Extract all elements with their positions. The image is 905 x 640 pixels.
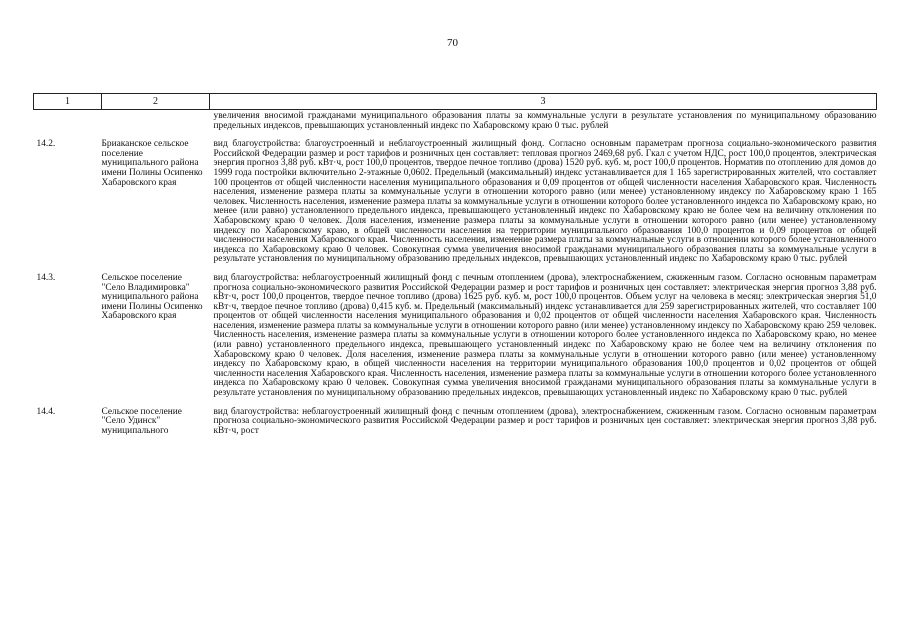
table-row	[34, 140, 877, 274]
table-row	[34, 408, 877, 446]
row-number: 14.4.	[36, 406, 56, 417]
municipality-name: Бриаканское сельское поселение муниципального района имени Полины Осипенко Хабаровского края	[101, 139, 203, 188]
row-description: вид благоустройства: неблагоустроенный жилищный фонд с печным отоплением (дрова), электроснабжением, сжиженным газом. Согласно основным параметрам прогноза социально-экономического развития Российской Федерации размер и рост тарифов и розничных цен составляет: электрическая энергия прогноз 3,88 руб. кВт·ч, рост	[213, 406, 877, 436]
row-description: вид благоустройства: благоустроенный и неблагоустроенный жилищный фонд. Согласно основным параметрам прогноза социально-экономического развития Российской Федерации размер и рост тарифов и розничных цен составляет: тепловая прогноз 2469,68 руб. Гкал с учетом НДС, рост 100,0 процентов, электрическая энергия прогноз 3,88 руб. кВт·ч, рост 100,0 процентов, твердое печное топливо (дрова) 1520 руб. куб. м, рост 100,0 процентов. Норматив по отоплению для домов до 1999 года постройки включительно 2-этажные 0,0602. Предельный (максимальный) индекс устанавливается для 1 165 зарегистрированных жителей, что составляет 100 процентов от общей численности населения муниципального образования и 0,09 процентов от общей численности населения Хабаровского края. Численность населения, изменение размера платы за коммунальные услуги в отношении которого равно (или менее) установленному индексу по Хабаровскому краю 1 165 человек. Численность населения, изменение размера платы за коммунальные услуги в отношении которого более установленного индекса по Хабаровскому краю, но менее (или равно) установленного предельного индекса, превышающего установленный индекс по Хабаровскому краю не более чем на величину отклонения по Хабаровскому краю 0 человек. Доля населения, изменение размера платы за коммунальные услуги в отношении которого равно (или менее) установленному индексу по Хабаровскому краю, в общей численности населения на территории муниципального образования 100,0 процентов и 0,09 процентов от общей численности населения Хабаровского края. Численность населения, изменение размера платы за коммунальные услуги в отношении которого более установленного индекса по Хабаровскому краю 0 человек. Совокупная сумма увеличения вносимой гражданами муниципального образования платы за коммунальные услуги в результате установления по муниципальному образованию предельных индексов, превышающих установленный индекс по Хабаровскому краю 0 тыс. рублей	[213, 139, 877, 265]
column-header-3: 3	[210, 94, 877, 110]
table-header-row	[34, 94, 877, 110]
continuation-text: увеличения вносимой гражданами муниципального образования платы за коммунальные услуги в результате установления по муниципальному образованию предельных индексов, превышающих установленный индекс по Хабаровскому краю 0 тыс. рублей	[213, 111, 877, 131]
column-header-2: 2	[102, 94, 210, 110]
row-number: 14.3.	[36, 272, 56, 283]
tariff-table	[33, 93, 877, 445]
municipality-name: Сельское поселение "Село Удинск" муниципального	[101, 406, 182, 436]
page-number: 70	[447, 37, 458, 49]
column-header-1: 1	[34, 94, 102, 110]
table-row	[34, 274, 877, 408]
row-description: вид благоустройства: неблагоустроенный жилищный фонд с печным отоплением (дрова), электроснабжением, сжиженным газом. Согласно основным параметрам прогноза социально-экономического развития Российской Федерации размер и рост тарифов и розничных цен составляет: электрическая энергия прогноз 3,88 руб. кВт·ч, рост 100,0 процентов, твердое печное топливо (дрова) 1625 руб. куб. м, рост 100,0 процентов. Объем услуг на человека в месяц: электрическая энергия 51,0 кВт·ч, твердое печное топливо (дрова) 0,415 куб. м. Предельный (максимальный) индекс устанавливается для 259 зарегистрированных жителей, что составляет 100 процентов от общей численности населения муниципального образования и 0,02 процентов от общей численности населения Хабаровского края. Численность населения, изменение размера платы за коммунальные услуги в отношении которого равно (или менее) установленному индексу по Хабаровскому краю 259 человек. Численность населения, изменение размера платы за коммунальные услуги в отношении которого более установленного индекса по Хабаровскому краю, но менее (или равно) установленного предельного индекса, превышающего установленный индекс по Хабаровскому краю не более чем на величину отклонения по Хабаровскому краю 0 человек. Доля населения, изменение размера платы за коммунальные услуги в отношении которого равно (или менее) установленному индексу по Хабаровскому краю, в общей численности населения на территории муниципального образования 100,0 процентов и 0,02 процентов от общей численности населения Хабаровского края. Численность населения, изменение размера платы за коммунальные услуги в отношении которого более установленного индекса по Хабаровскому краю 0 человек. Совокупная сумма увеличения вносимой гражданами муниципального образования платы за коммунальные услуги в результате установления по муниципальному образованию предельных индексов, превышающих установленный индекс по Хабаровскому краю 0 тыс. рублей	[213, 272, 877, 399]
continuation-row	[34, 110, 877, 141]
row-number: 14.2.	[36, 139, 56, 150]
municipality-name: Сельское поселение "Село Владимировка" муниципального района имени Полины Осипенко Хабаровского края	[101, 272, 203, 322]
